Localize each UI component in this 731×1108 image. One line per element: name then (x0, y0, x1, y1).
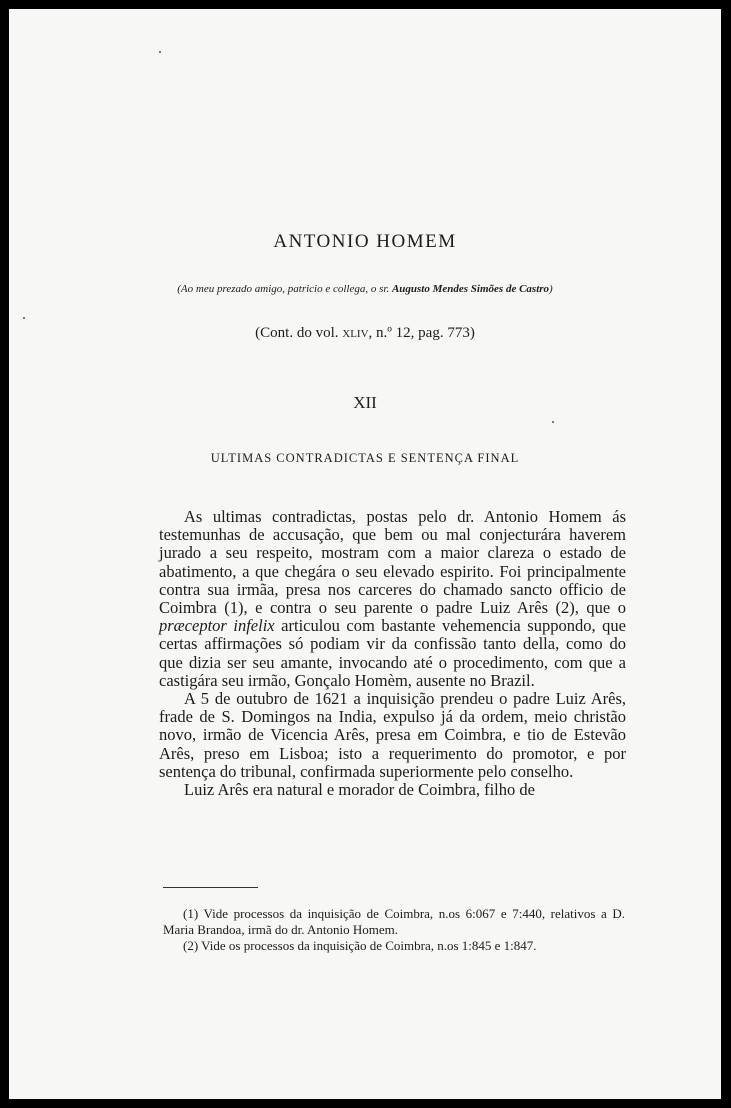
paragraph-2: A 5 de outubro de 1621 a inquisição prendeu o padre Luiz Arês, frade de S. Domingos na India, expulso já da ordem, meio christão novo, irmão de Vicencia Arês, presa em Coimbra, e tio de Estevão Arês, preso em Lisboa; isto a requerimento do promotor, e por sentença do tribunal, confirmada superiormente pelo conselho. (159, 689, 626, 781)
dedication-close: ) (549, 283, 553, 295)
article-title: ANTONIO HOMEM (273, 231, 457, 252)
continuation-after: , n.º 12, pag. 773) (368, 325, 475, 341)
footnote-1: (1) Vide processos da inquisição de Coimbra, n.os 6:067 e 7:440, relativos a D. Maria Brandoa, irmã do dr. Antonio Homem. (163, 906, 625, 937)
footnotes (163, 906, 625, 954)
page-speck (23, 317, 25, 319)
chapter-title: ULTIMAS CONTRADICTAS E SENTENÇA FINAL (210, 451, 520, 465)
paragraph-1-italic: præceptor infelix (159, 616, 275, 636)
paragraph-1 (159, 508, 626, 690)
dedication-text: (Ao meu prezado amigo, patricio e collega, o sr. (177, 283, 392, 295)
continuation-before: (Cont. do vol. (255, 325, 343, 341)
paragraph-3: Luiz Arês era natural e morador de Coimbra, filho de (184, 780, 535, 800)
body-text (159, 508, 626, 799)
footnote-rule (163, 887, 258, 888)
page (9, 9, 721, 1099)
dedication-name: Augusto Mendes Simões de Castro (391, 283, 550, 295)
chapter-number: XII (353, 393, 377, 412)
continuation-note (9, 325, 721, 342)
page-speck (552, 421, 554, 423)
footnote-2: (2) Vide os processos da inquisição de Coimbra, n.os 1:845 e 1:847. (183, 938, 537, 953)
page-speck (159, 51, 161, 53)
dedication (9, 283, 721, 295)
paragraph-1-part-1: As ultimas contradictas, postas pelo dr. Antonio Homem ás testemunhas de accusação, que bem ou mal conjecturára haverem jurado a seu respeito, mostram com a maior clareza o estado de abatimento, a que chegára o seu elevado espirito. Foi principalmente contra sua irmãa, presa nos carceres do chamado sancto officio de Coimbra (1), e contra o seu parente o padre Luiz Arês (2), que o (159, 507, 626, 618)
continuation-volume: xliv (342, 325, 369, 341)
paragraph-1-part-2: articulou com bastante vehemencia suppondo, que certas affirmações só podiam vir da confissão tanto della, como do que dizia ser seu amante, invocando até o procedimento, com que a castigára seu irmão, Gonçalo Homèm, ausente no Brazil. (159, 616, 626, 690)
